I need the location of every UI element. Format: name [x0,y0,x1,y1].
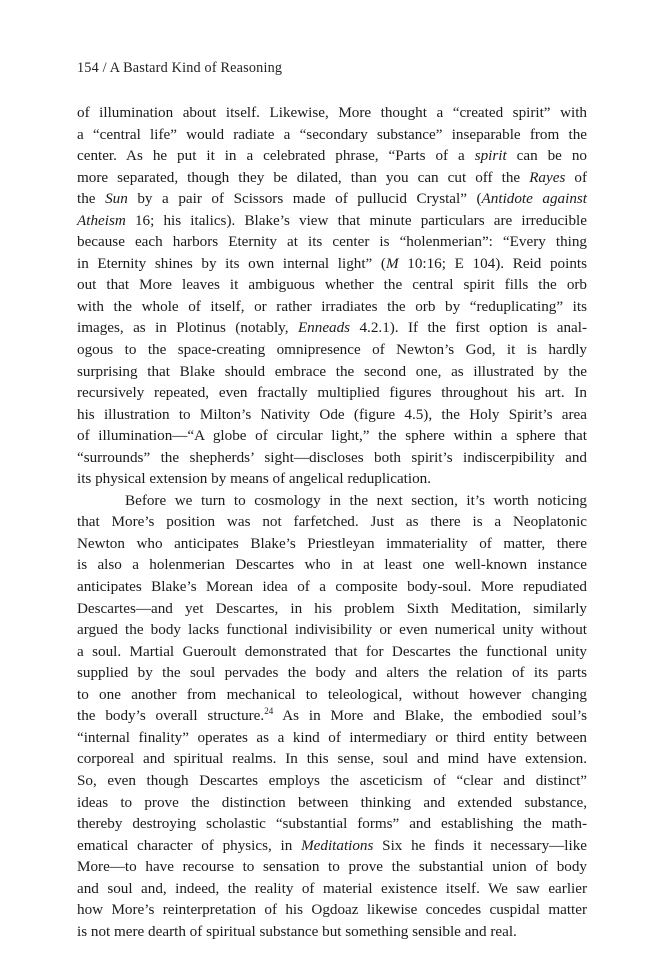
text-line: in Eternity shines by its own internal light” (M 10:16; E 104). Reid points [77,254,587,272]
italic-text: Meditations [301,836,374,854]
text-line: supplied by the soul pervades the body and alters the relation of its parts [77,664,587,682]
italic-text: Atheism [77,211,126,229]
italic-text: M [385,254,399,272]
text-line: because each harbors Eternity at its center is “holenmerian”: “Every thing [77,233,587,251]
text-line: and soul and, indeed, the reality of material existence itself. We saw earlier [77,879,587,897]
italic-text: Antidote against [481,190,587,208]
text-line: with the whole of itself, or rather irradiates the orb by “reduplicating” its [77,297,587,315]
text-line: out that More leaves it ambiguous whether the central spirit fills the orb [77,276,587,294]
text-line: Atheism 16; his italics). Blake’s view that minute particulars are irreducible [77,211,587,229]
body-text [77,102,587,942]
text-line: More—to have recourse to sensation to prove the substantial union of body [77,858,587,876]
text-line: is not mere dearth of spiritual substance but something sensible and real. [77,922,517,940]
text-line: recursively repeated, even fractally multiplied figures throughout his art. In [77,384,587,402]
text-line: ideas to prove the distinction between thinking and extended substance, [77,793,587,811]
text-line: “surrounds” the shepherds’ sight—discloses both spirit’s indiscerpibility and [77,448,587,466]
text-line: “internal finality” operates as a kind of intermediary or third entity between [77,728,587,746]
text-line: of illumination about itself. Likewise, More thought a “created spirit” with [77,104,587,121]
text-line: Newton who anticipates Blake’s Priestleyan immateriality of matter, there [77,534,587,552]
running-head: 154 / A Bastard Kind of Reasoning [77,60,283,76]
text-line: of illumination—“A globe of circular light,” the sphere within a sphere that [77,427,587,445]
text-line: that More’s position was not farfetched. Just as there is a Neoplatonic [77,513,587,531]
text-line: more separated, though they be dilated, than you can cut off the Rayes of [77,168,588,186]
text-line: anticipates Blake’s Morean idea of a composite body-soul. More repudiated [77,578,587,596]
italic-text: spirit [474,147,507,165]
text-line: center. As he put it in a celebrated phrase, “Parts of a spirit can be no [77,147,587,165]
text-line: Descartes—and yet Descartes, in his problem Sixth Meditation, similarly [77,599,587,617]
text-line: argued the body lacks functional indivisibility or even numerical unity without [77,621,587,639]
text-line: So, even though Descartes employs the asceticism of “clear and distinct” [77,771,587,789]
text-line: the body’s overall structure.$^{24}$ As in More and Blake, the embodied soul’s [77,706,587,725]
text-line: images, as in Plotinus (notably, Enneads 4.2.1). If the first option is anal- [77,319,587,337]
text-line: surprising that Blake should embrace the second one, as illustrated by the [77,362,587,380]
text-line: ogous to the space-creating omnipresence of Newton’s God, it is hardly [77,341,587,359]
text-line: ematical character of physics, in Meditations Six he finds it necessary—like [77,836,587,854]
italic-text: Rayes [529,168,566,186]
text-line: the Sun by a pair of Scissors made of pullucid Crystal” (Antidote against [77,190,587,208]
text-line: is also a holenmerian Descartes who in at least one well-known instance [77,556,587,574]
text-line: thereby destroying scholastic “substantial forms” and establishing the math- [77,815,587,833]
text-line: a soul. Martial Gueroult demonstrated that for Descartes the functional unity [77,642,587,660]
text-line: a “central life” would radiate a “secondary substance” inseparable from the [77,125,587,143]
text-line: how More’s reinterpretation of his Ogdoaz likewise concedes cuspidal matter [77,901,587,919]
footnote-marker: 24 [264,706,274,717]
italic-text: Sun [105,190,128,208]
text-line: to one another from mechanical to teleological, without however changing [77,685,587,703]
italic-text: Enneads [297,319,351,337]
text-line: Before we turn to cosmology in the next section, it’s worth noticing [125,491,587,509]
text-line: his illustration to Milton’s Nativity Ode (figure 4.5), the Holy Spirit’s area [77,405,587,423]
text-line: corporeal and spiritual realms. In this sense, soul and mind have extension. [77,750,587,768]
text-line: its physical extension by means of angelical reduplication. [77,470,432,488]
